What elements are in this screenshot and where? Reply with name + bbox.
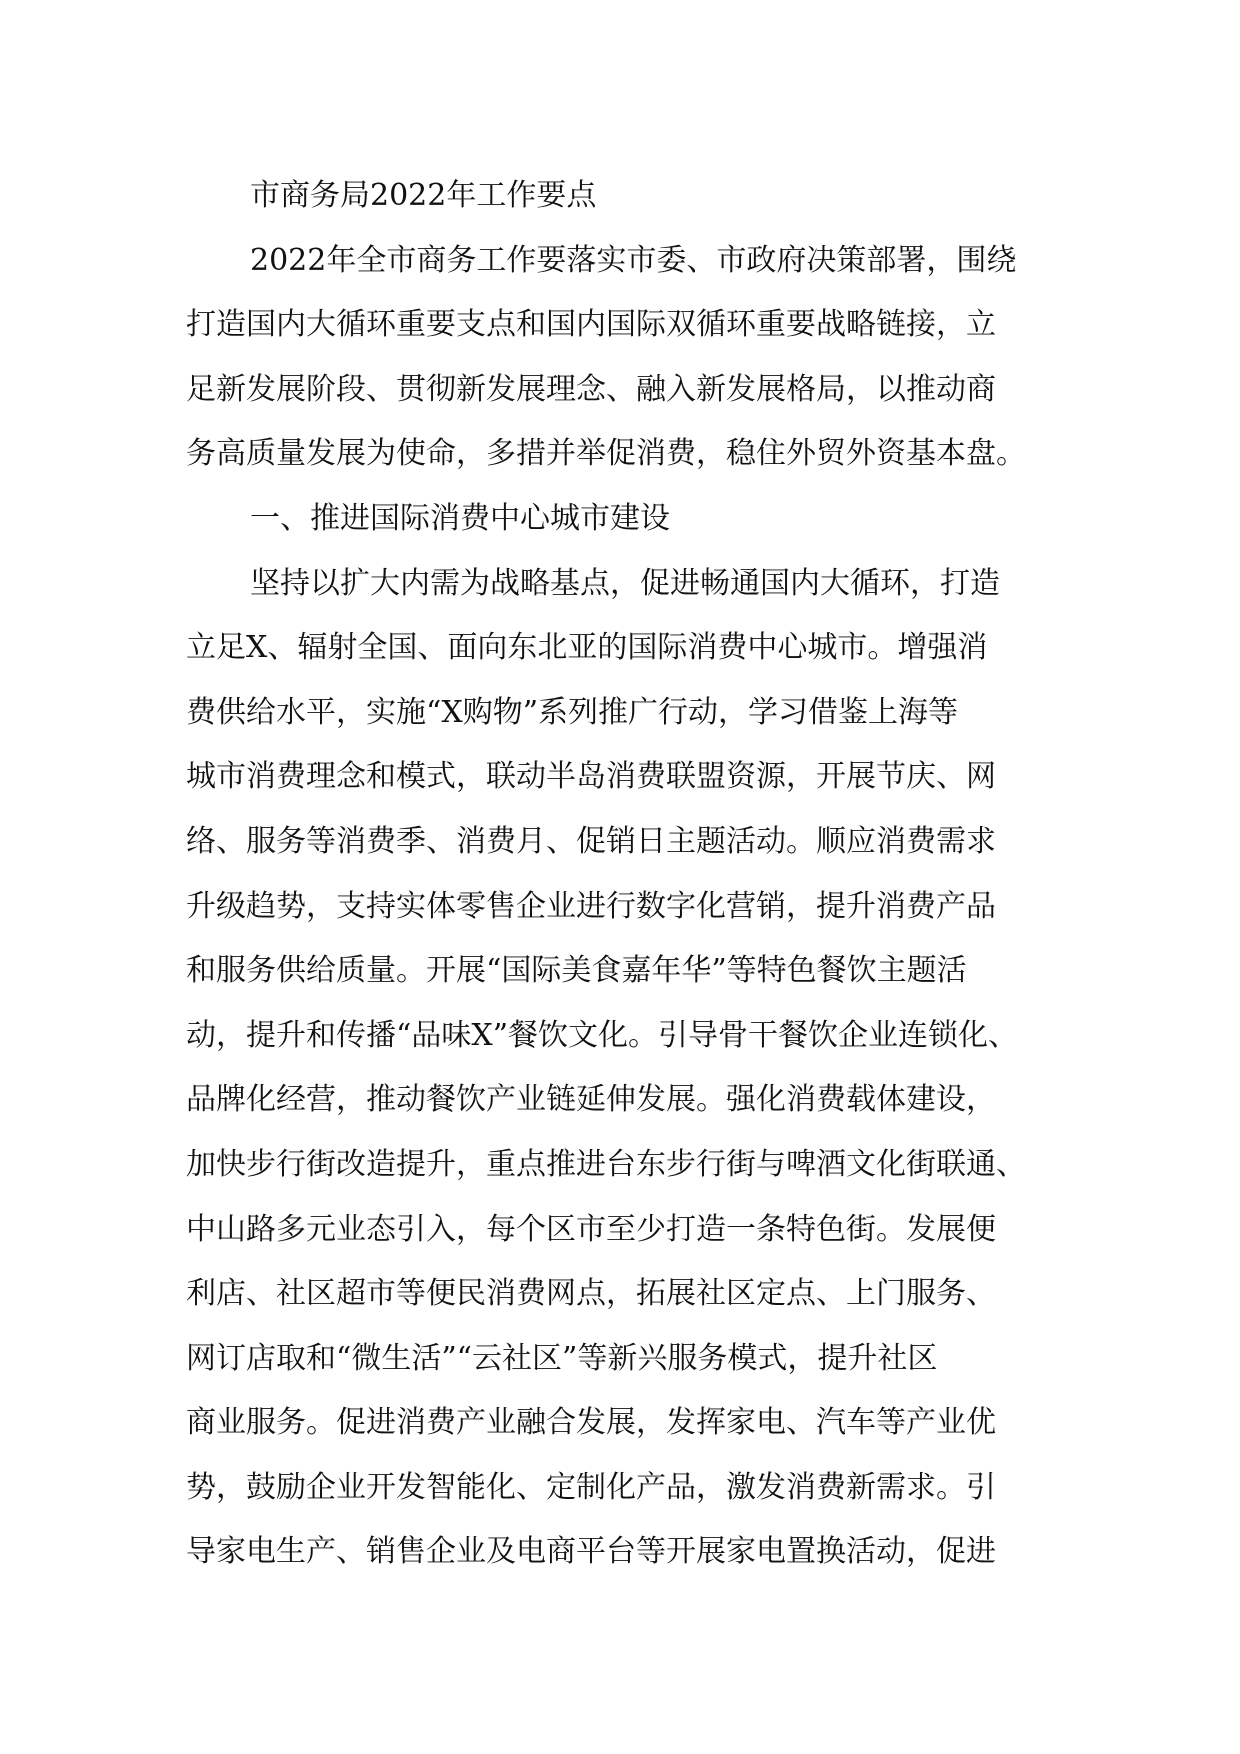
section-line: 立足X、辐射全国、面向东北亚的国际消费中心城市。增强消 <box>186 630 988 666</box>
section-line: 动，提升和传播“品味X”餐饮文化。引导骨干餐饮企业连锁化、 <box>186 1017 1019 1053</box>
section-line: 和服务供给质量。开展“国际美食嘉年华”等特色餐饮主题活 <box>186 953 967 989</box>
document-body <box>186 164 1076 1585</box>
section-line: 加快步行街改造提升，重点推进台东步行街与啤酒文化街联通、 <box>186 1146 1026 1182</box>
intro-line: 务高质量发展为使命，多措并举促消费，稳住外贸外资基本盘。 <box>186 436 1026 472</box>
section-line: 品牌化经营，推动餐饮产业链延伸发展。强化消费载体建设， <box>186 1082 996 1118</box>
intro-line: 足新发展阶段、贯彻新发展理念、融入新发展格局，以推动商 <box>186 371 996 407</box>
section-line: 升级趋势，支持实体零售企业进行数字化营销，提升消费产品 <box>186 888 996 924</box>
intro-line: 2022年全市商务工作要落实市委、市政府决策部署，围绕 <box>250 242 1017 278</box>
section-line: 中山路多元业态引入，每个区市至少打造一条特色街。发展便 <box>186 1211 996 1247</box>
section-heading: 一、推进国际消费中心城市建设 <box>250 500 670 536</box>
section-line: 费供给水平，实施“X购物”系列推广行动，学习借鉴上海等 <box>186 694 959 730</box>
section-line: 商业服务。促进消费产业融合发展，发挥家电、汽车等产业优 <box>186 1405 996 1441</box>
section-line: 坚持以扩大内需为战略基点，促进畅通国内大循环，打造 <box>250 565 1000 601</box>
section-line: 城市消费理念和模式，联动半岛消费联盟资源，开展节庆、网 <box>186 759 996 795</box>
intro-line: 打造国内大循环重要支点和国内国际双循环重要战略链接，立 <box>186 307 996 343</box>
document-title: 市商务局2022年工作要点 <box>250 178 597 213</box>
section-line: 导家电生产、销售企业及电商平台等开展家电置换活动，促进 <box>186 1534 996 1570</box>
section-line: 势，鼓励企业开发智能化、定制化产品，激发消费新需求。引 <box>186 1469 996 1505</box>
section-line: 网订店取和“微生活”“云社区”等新兴服务模式，提升社区 <box>186 1340 938 1376</box>
section-line: 利店、社区超市等便民消费网点，拓展社区定点、上门服务、 <box>186 1276 996 1312</box>
section-line: 络、服务等消费季、消费月、促销日主题活动。顺应消费需求 <box>186 823 996 859</box>
